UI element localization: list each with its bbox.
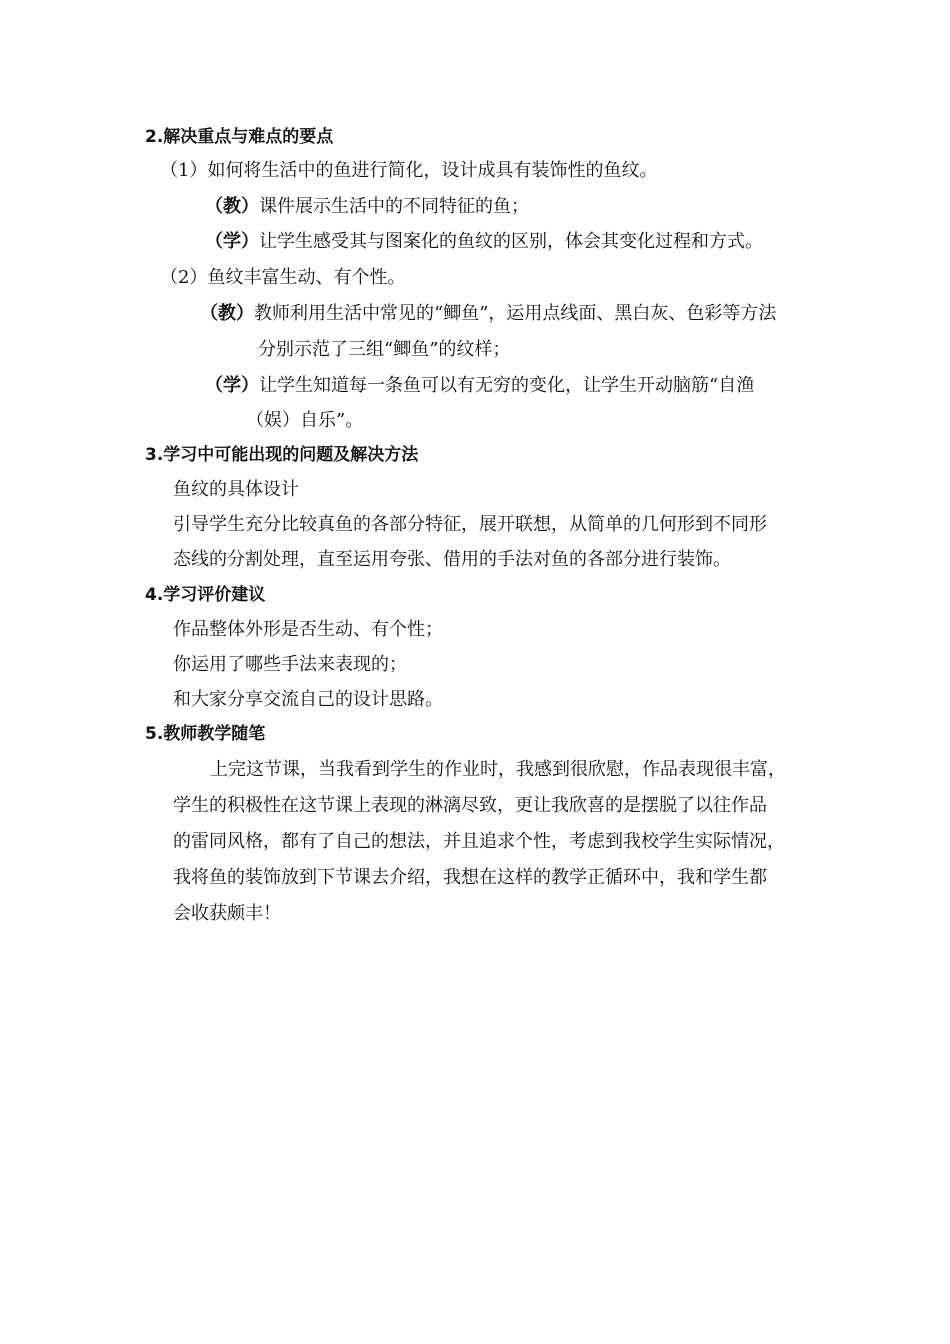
section-2-item-1: （1）如何将生活中的鱼进行简化，设计成具有装饰性的鱼纹。 — [160, 160, 658, 181]
learn-label: （学） — [205, 231, 259, 252]
section-3-line-3: 态线的分割处理，直至运用夸张、借用的手法对鱼的各部分进行装饰。 — [173, 549, 731, 570]
section-4-line-2: 你运用了哪些手法来表现的； — [173, 654, 407, 675]
section-5-line-5: 会收获颇丰！ — [173, 903, 281, 924]
section-2-item-1-learn — [205, 230, 763, 254]
section-2-item-2: （2）鱼纹丰富生动、有个性。 — [160, 267, 406, 288]
section-5-line-2: 学生的积极性在这节课上表现的淋漓尽致，更让我欣喜的是摆脱了以往作品 — [173, 795, 767, 816]
section-5-line-3: 的雷同风格，都有了自己的想法，并且追求个性，考虑到我校学生实际情况， — [173, 831, 785, 852]
section-2-heading: 2.解决重点与难点的要点 — [145, 127, 334, 147]
section-2-item-1-teach — [205, 195, 529, 219]
learn-label: （学） — [205, 375, 259, 396]
teach-text: 教师利用生活中常见的“鲫鱼”，运用点线面、黑白灰、色彩等方法 — [254, 303, 777, 324]
section-5-line-4: 我将鱼的装饰放到下节课去介绍，我想在这样的教学正循环中，我和学生都 — [173, 867, 767, 888]
section-2-item-2-learn — [205, 374, 754, 398]
section-4-heading: 4.学习评价建议 — [145, 585, 266, 605]
section-3-heading: 3.学习中可能出现的问题及解决方法 — [145, 445, 419, 465]
section-5-line-1: 上完这节课，当我看到学生的作业时，我感到很欣慰，作品表现很丰富， — [210, 759, 786, 780]
section-4-line-3: 和大家分享交流自己的设计思路。 — [173, 689, 443, 710]
section-4-line-1: 作品整体外形是否生动、有个性； — [173, 619, 443, 640]
teach-label: （教） — [200, 303, 254, 324]
section-2-item-2-teach-cont: 分别示范了三组“鲫鱼”的纹样； — [258, 339, 511, 360]
section-3-line-1: 鱼纹的具体设计 — [173, 479, 299, 500]
section-5-heading: 5.教师教学随笔 — [145, 724, 266, 744]
section-2-item-2-teach — [200, 302, 776, 326]
teach-text: 课件展示生活中的不同特征的鱼； — [259, 196, 529, 217]
section-3-line-2: 引导学生充分比较真鱼的各部分特征，展开联想，从简单的几何形到不同形 — [173, 514, 767, 535]
learn-text: 让学生知道每一条鱼可以有无穷的变化，让学生开动脑筋“自渔 — [259, 375, 755, 396]
teach-label: （教） — [205, 196, 259, 217]
section-2-item-2-learn-cont: （娱）自乐”。 — [246, 410, 364, 431]
learn-text: 让学生感受其与图案化的鱼纹的区别，体会其变化过程和方式。 — [259, 231, 763, 252]
